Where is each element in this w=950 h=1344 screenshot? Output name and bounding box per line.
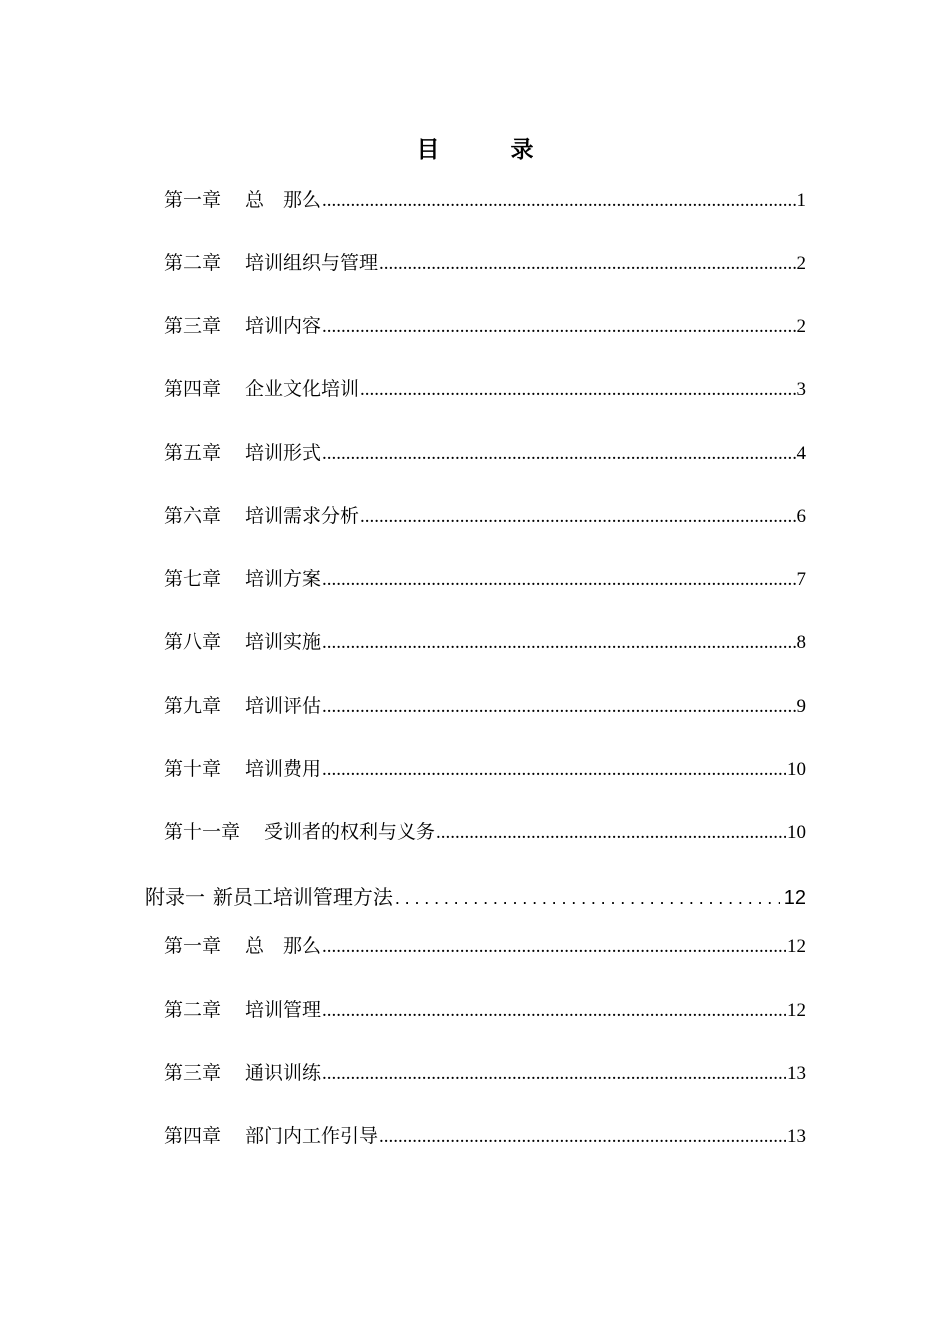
page-number: 2	[796, 316, 806, 337]
toc-entry-chapter-6[interactable]	[164, 501, 806, 531]
dot-leader	[322, 1059, 786, 1089]
appendix-number: 附录一	[145, 885, 205, 909]
toc-entry-chapter-9[interactable]	[164, 691, 806, 721]
chapter-title: 培训组织与管理	[245, 252, 379, 274]
toc-entry-chapter-11[interactable]	[164, 817, 806, 847]
appendix-title: 新员工培训管理方法	[212, 885, 393, 909]
toc-entry-chapter-7[interactable]	[164, 564, 806, 594]
chapter-title: 培训费用	[245, 758, 322, 780]
chapter-number: 第十一章	[164, 821, 241, 843]
chapter-number: 第一章	[164, 935, 222, 957]
dot-leader	[322, 996, 786, 1026]
chapter-title: 通识训练	[245, 1062, 322, 1084]
toc-entry-appendix-1[interactable]	[145, 882, 806, 912]
dot-leader	[322, 628, 795, 658]
dot-leader	[379, 249, 795, 279]
dot-leader	[322, 932, 786, 962]
toc-entry-chapter-3[interactable]	[164, 311, 806, 341]
chapter-title: 培训需求分析	[245, 505, 360, 527]
dot-leader	[322, 565, 795, 595]
page-number: 13	[787, 1063, 806, 1084]
toc-entry-chapter-4[interactable]	[164, 374, 806, 404]
toc-entry-appendix-chapter-4[interactable]	[164, 1121, 806, 1151]
page-number: 12	[787, 936, 806, 957]
chapter-title: 培训方案	[245, 568, 322, 590]
chapter-title: 企业文化培训	[245, 378, 360, 400]
page-number: 13	[787, 1126, 806, 1147]
chapter-title: 总 那么	[245, 189, 322, 211]
page-number: 4	[796, 443, 806, 464]
toc-entry-chapter-2[interactable]	[164, 248, 806, 278]
chapter-title: 培训评估	[245, 695, 322, 717]
toc-entry-appendix-chapter-1[interactable]	[164, 931, 806, 961]
page-number: 2	[796, 253, 806, 274]
chapter-number: 第五章	[164, 442, 222, 464]
toc-entry-chapter-10[interactable]	[164, 754, 806, 784]
chapter-title: 培训管理	[245, 999, 322, 1021]
chapter-number: 第七章	[164, 568, 222, 590]
dot-leader	[322, 692, 795, 722]
dot-leader	[322, 186, 795, 216]
chapter-number: 第四章	[164, 1125, 222, 1147]
page-number: 7	[796, 569, 806, 590]
dot-leader	[436, 818, 786, 848]
page-number: 10	[787, 822, 806, 843]
dot-leader	[322, 312, 795, 342]
page-number: 8	[796, 632, 806, 653]
chapter-number: 第十章	[164, 758, 222, 780]
chapter-title: 培训形式	[245, 442, 322, 464]
toc-entry-appendix-chapter-3[interactable]	[164, 1058, 806, 1088]
chapter-number: 第一章	[164, 189, 222, 211]
toc-title: 目 录	[416, 137, 558, 163]
page-number: 1	[796, 190, 806, 211]
toc-entry-appendix-chapter-2[interactable]	[164, 995, 806, 1025]
toc-entry-chapter-1[interactable]	[164, 185, 806, 215]
chapter-title: 培训内容	[245, 315, 322, 337]
chapter-number: 第八章	[164, 631, 222, 653]
chapter-title: 总 那么	[245, 935, 322, 957]
dot-leader	[379, 1122, 786, 1152]
toc-entry-chapter-5[interactable]	[164, 438, 806, 468]
page-number: 3	[796, 379, 806, 400]
page-number: 9	[796, 696, 806, 717]
page-number: 6	[796, 506, 806, 527]
toc-entry-chapter-8[interactable]	[164, 627, 806, 657]
page-number: 12	[783, 887, 806, 909]
chapter-number: 第三章	[164, 315, 222, 337]
dot-leader	[322, 755, 786, 785]
dot-leader	[360, 502, 795, 532]
dot-leader	[360, 375, 795, 405]
chapter-number: 第二章	[164, 252, 222, 274]
chapter-title: 部门内工作引导	[245, 1125, 379, 1147]
chapter-title: 培训实施	[245, 631, 322, 653]
chapter-number: 第四章	[164, 378, 222, 400]
chapter-number: 第九章	[164, 695, 222, 717]
chapter-number: 第六章	[164, 505, 222, 527]
chapter-number: 第三章	[164, 1062, 222, 1084]
page-number: 10	[787, 759, 806, 780]
page-number: 12	[787, 1000, 806, 1021]
dot-leader	[322, 439, 795, 469]
dot-leader	[395, 883, 780, 913]
chapter-title: 受训者的权利与义务	[264, 821, 436, 843]
chapter-number: 第二章	[164, 999, 222, 1021]
